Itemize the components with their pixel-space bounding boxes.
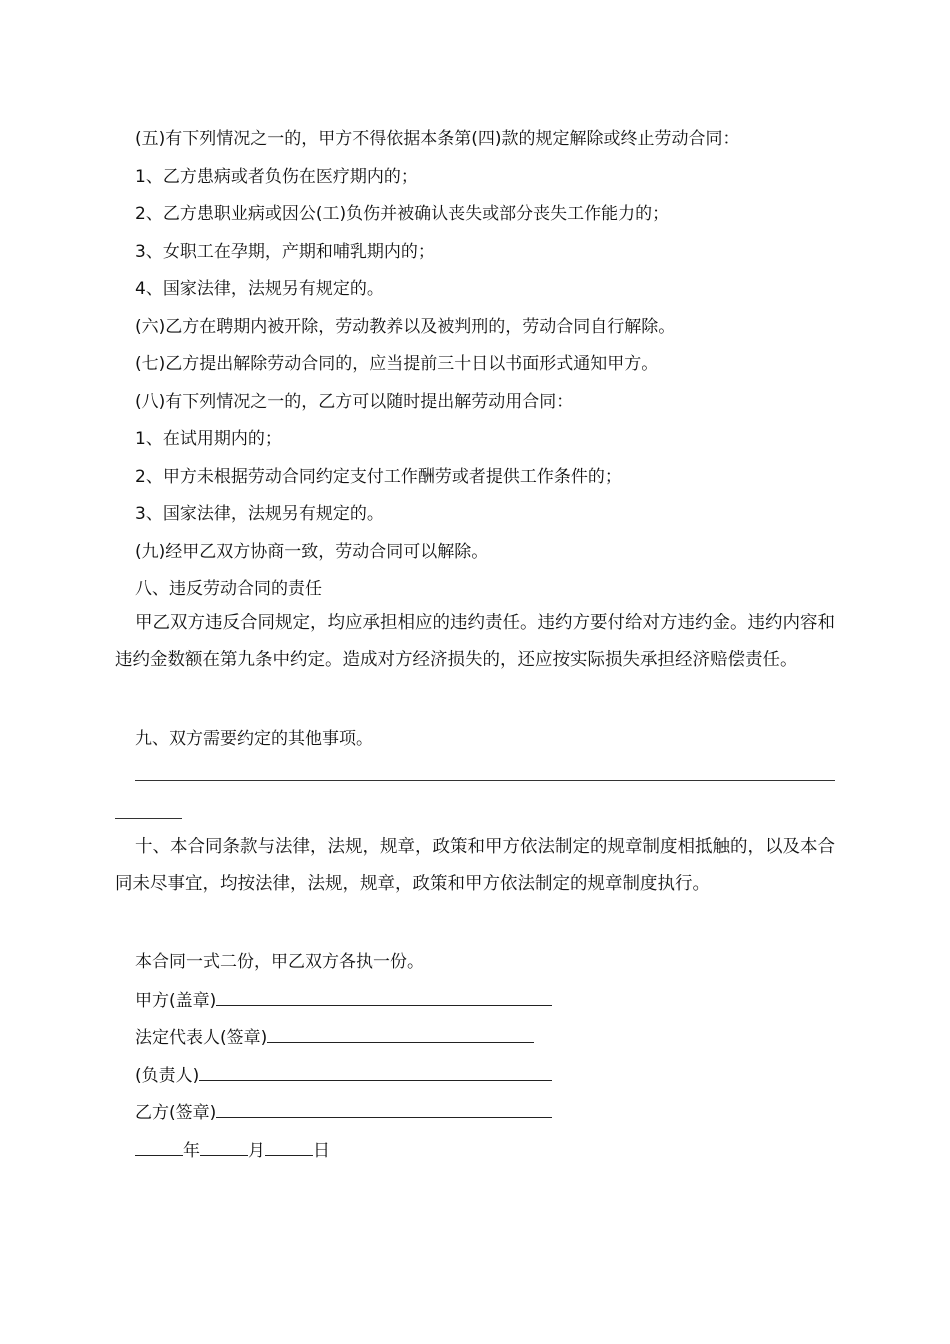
clause-5-item-2: 2、乙方患职业病或因公(工)负伤并被确认丧失或部分丧失工作能力的；	[135, 204, 670, 224]
month-label: 月	[248, 1141, 265, 1161]
clause-8-item-1: 1、在试用期内的；	[135, 429, 282, 449]
responsible-sign-line	[199, 1063, 552, 1081]
clause-ten: 十、本合同条款与法律，法规，规章，政策和甲方依法制定的规章制度相抵触的，以及本合同未尽事宜，均按法律，法规，规章，政策和甲方依法制定的规章制度执行。	[115, 837, 835, 894]
year-label: 年	[183, 1141, 200, 1161]
responsible-label: (负责人)	[135, 1066, 200, 1086]
party-a-label: 甲方(盖章)	[135, 991, 217, 1011]
legal-rep-sign-line	[267, 1025, 534, 1043]
party-b-label: 乙方(签章)	[135, 1103, 217, 1123]
party-a-sign-line	[216, 988, 552, 1006]
month-blank	[200, 1138, 248, 1156]
clause-8-item-3: 3、国家法律，法规另有规定的。	[135, 504, 384, 524]
day-blank	[265, 1138, 313, 1156]
clause-7: (七)乙方提出解除劳动合同的，应当提前三十日以书面形式通知甲方。	[135, 354, 659, 374]
day-label: 日	[313, 1141, 330, 1161]
responsible-signature	[135, 1063, 552, 1087]
clause-6: (六)乙方在聘期内被开除，劳动教养以及被判刑的，劳动合同自行解除。	[135, 317, 676, 337]
year-blank	[135, 1138, 183, 1156]
party-a-signature	[135, 988, 552, 1012]
fill-in-line-continued	[115, 818, 182, 819]
section-9-heading: 九、双方需要约定的其他事项。	[135, 729, 373, 749]
copies-note: 本合同一式二份，甲乙双方各执一份。	[135, 952, 424, 972]
clause-5-item-4: 4、国家法律，法规另有规定的。	[135, 279, 384, 299]
clause-5-item-1: 1、乙方患病或者负伤在医疗期内的；	[135, 167, 418, 187]
clause-8: (八)有下列情况之一的，乙方可以随时提出解劳动用合同：	[135, 392, 574, 412]
section-8-heading: 八、违反劳动合同的责任	[135, 579, 322, 599]
clause-8-item-2: 2、甲方未根据劳动合同约定支付工作酬劳或者提供工作条件的；	[135, 467, 622, 487]
date-line	[135, 1138, 330, 1162]
breach-paragraph: 甲乙双方违反合同规定，均应承担相应的违约责任。违约方要付给对方违约金。违约内容和违约金数额在第九条中约定。造成对方经济损失的，还应按实际损失承担经济赔偿责任。	[115, 613, 835, 670]
party-b-sign-line	[216, 1100, 552, 1118]
fill-in-line	[135, 780, 835, 781]
clause-5-item-3: 3、女职工在孕期，产期和哺乳期内的；	[135, 242, 435, 262]
party-b-signature	[135, 1100, 552, 1124]
clause-5: (五)有下列情况之一的，甲方不得依据本条第(四)款的规定解除或终止劳动合同：	[135, 129, 740, 149]
legal-rep-label: 法定代表人(签章)	[135, 1028, 268, 1048]
clause-9: (九)经甲乙双方协商一致，劳动合同可以解除。	[135, 542, 489, 562]
legal-rep-signature	[135, 1025, 534, 1049]
